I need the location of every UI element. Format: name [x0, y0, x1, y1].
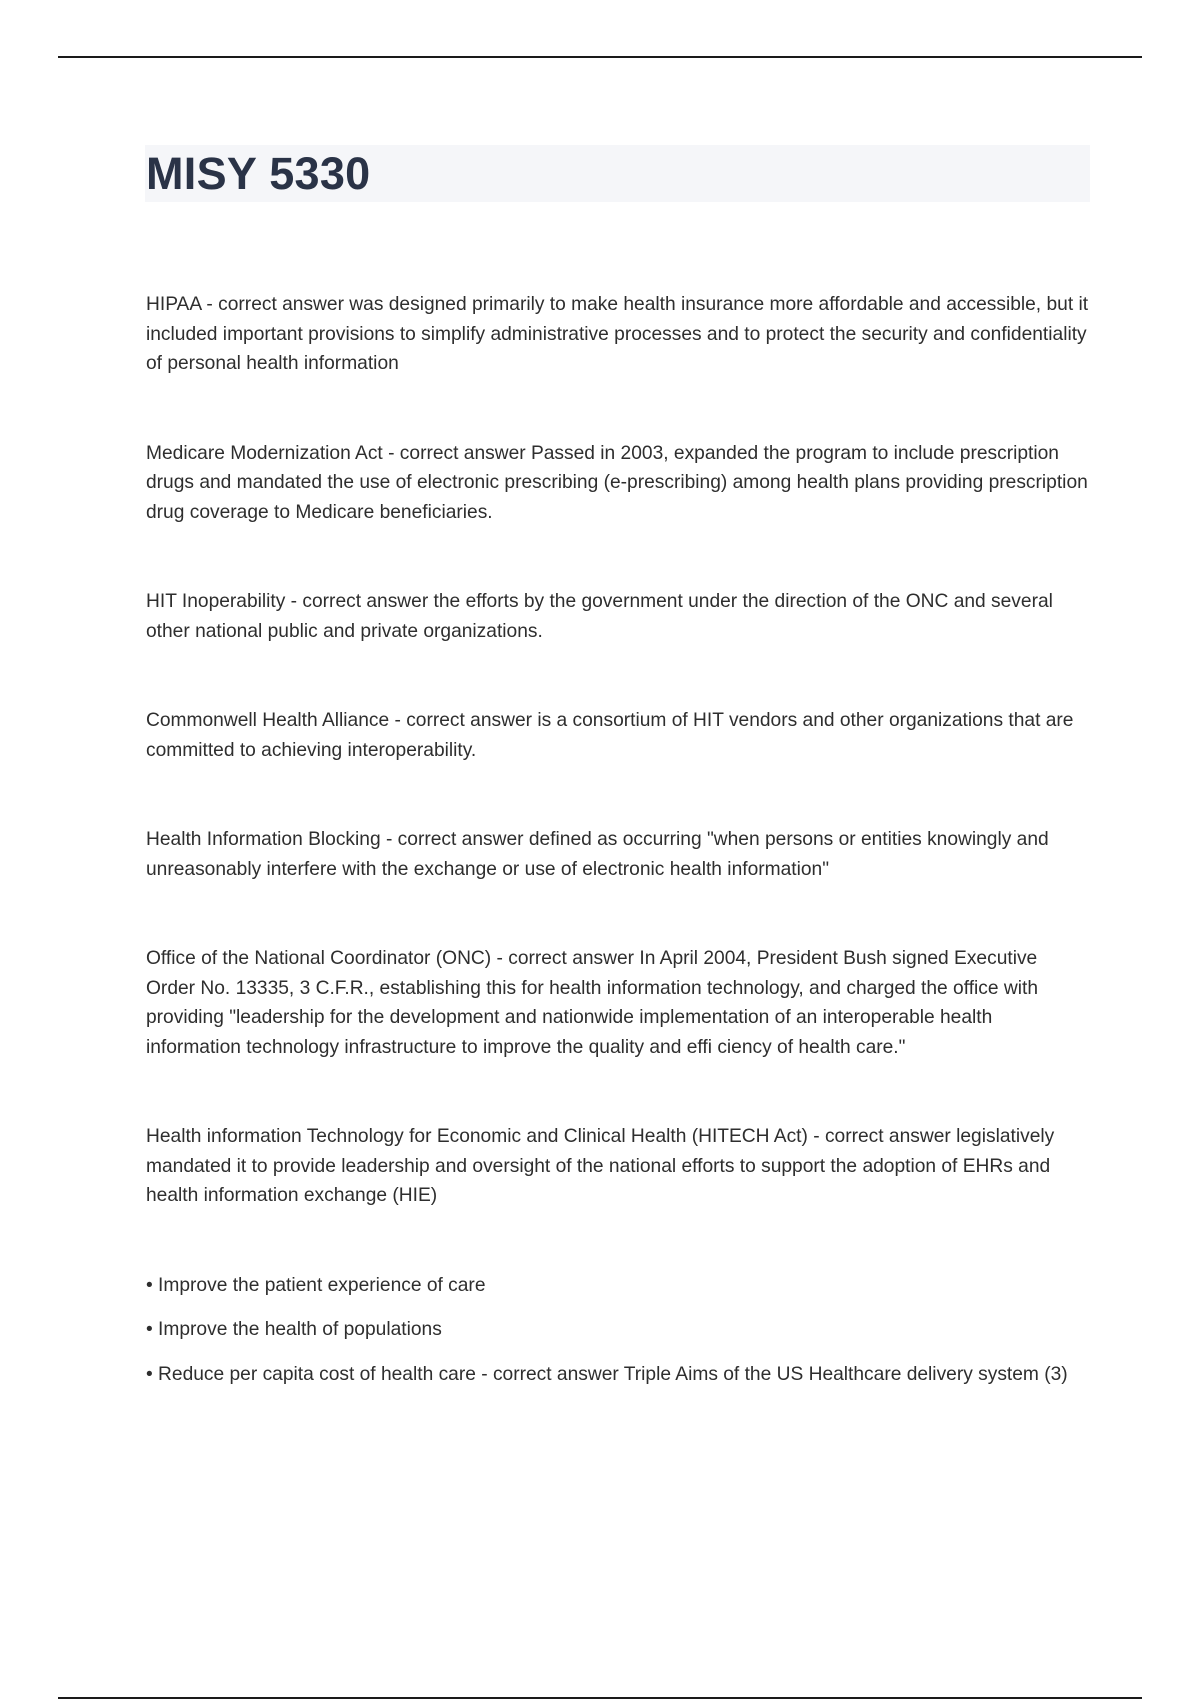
page-title: MISY 5330 [146, 148, 371, 199]
bottom-divider [58, 1697, 1142, 1699]
entry-hitech-act: Health information Technology for Economic and Clinical Health (HITECH Act) - correct answer legislatively mandated it to provide leadership and oversight of the national efforts to support the adoption of EHRs and health information exchange (HIE) [146, 1126, 1055, 1206]
entry-medicare-modernization-act: Medicare Modernization Act - correct answer Passed in 2003, expanded the program to include prescription drugs and mandated the use of electronic prescribing (e-prescribing) among health plans providing prescription drug coverage to Medicare beneficiaries. [146, 442, 1088, 523]
top-divider [58, 56, 1142, 58]
bullet-item: • Improve the health of populations [146, 1319, 442, 1340]
bullet-item: • Improve the patient experience of care [146, 1274, 486, 1296]
entry-hipaa: HIPAA - correct answer was designed primarily to make health insurance more affordable and accessible, but it included important provisions to simplify administrative processes and to protect the security and confidentiality of personal health information [146, 294, 1089, 374]
document-body [146, 290, 1091, 1389]
entry-hit-inoperability: HIT Inoperability - correct answer the efforts by the government under the direction of the ONC and several other national public and private organizations. [146, 591, 1053, 642]
entry-health-information-blocking: Health Information Blocking - correct answer defined as occurring "when persons or entities knowingly and unreasonably interfere with the exchange or use of electronic health information" [146, 829, 1049, 880]
entry-onc: Office of the National Coordinator (ONC) - correct answer In April 2004, President Bush signed Executive Order No. 13335, 3 C.F.R., establishing this for health information technology, and charged the office with providing "leadership for the development and nationwide implementation of an interoperable health information technology infrastructure to improve the quality and effi ciency of health care." [146, 948, 1039, 1058]
bullet-item: • Reduce per capita cost of health care - correct answer Triple Aims of the US Healthcare delivery system (3) [146, 1363, 1068, 1385]
entry-commonwell-health-alliance: Commonwell Health Alliance - correct answer is a consortium of HIT vendors and other organizations that are committed to achieving interoperability. [146, 710, 1074, 761]
